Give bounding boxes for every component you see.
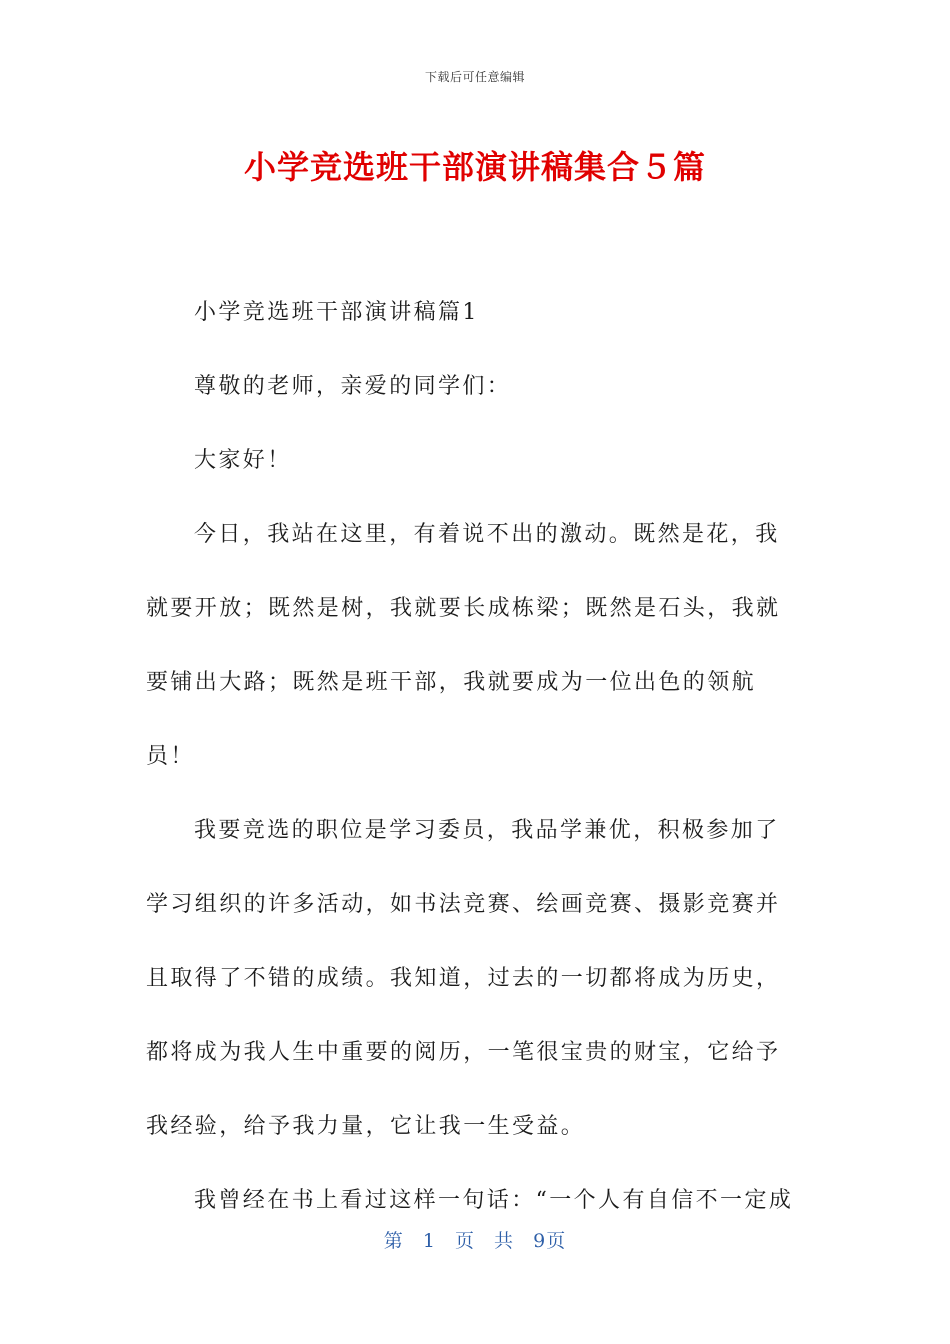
document-body <box>146 276 796 1238</box>
paragraph-salutation: 尊敬的老师，亲爱的同学们： <box>194 374 512 399</box>
paragraph-quote: 我曾经在书上看过这样一句话：“一个人有自信不一定成 <box>194 1188 794 1213</box>
paragraph-greeting: 大家好！ <box>194 448 292 473</box>
paragraph-position: 我要竞选的职位是学习委员，我品学兼优，积极参加了学习组织的许多活动，如书法竞赛、绘画竞赛、摄影竞赛并且取得了不错的成绩。我知道，过去的一切都将成为历史，都将成为我人生中重要的阅历，一笔很宝贵的财宝，它给予我经验，给予我力量，它让我一生受益。 <box>146 818 781 1139</box>
footer-page-label: 第 <box>383 1230 404 1252</box>
page-footer <box>0 1226 950 1253</box>
footer-total-label: 共 <box>494 1230 515 1252</box>
paragraph-section-heading: 小学竞选班干部演讲稿篇1 <box>194 300 479 325</box>
header-note: 下载后可任意编辑 <box>424 70 525 84</box>
footer-page-unit: 页 <box>454 1230 475 1252</box>
paragraph-intro: 今日，我站在这里，有着说不出的激动。既然是花，我就要开放；既然是树，我就要长成栋梁；既然是石头，我就要铺出大路；既然是班干部，我就要成为一位出色的领航员！ <box>146 522 781 769</box>
footer-current-page: 1 <box>422 1230 436 1252</box>
footer-total-pages: 9页 <box>533 1230 567 1252</box>
document-title: 小学竞选班干部演讲稿集合５篇 <box>243 148 706 186</box>
